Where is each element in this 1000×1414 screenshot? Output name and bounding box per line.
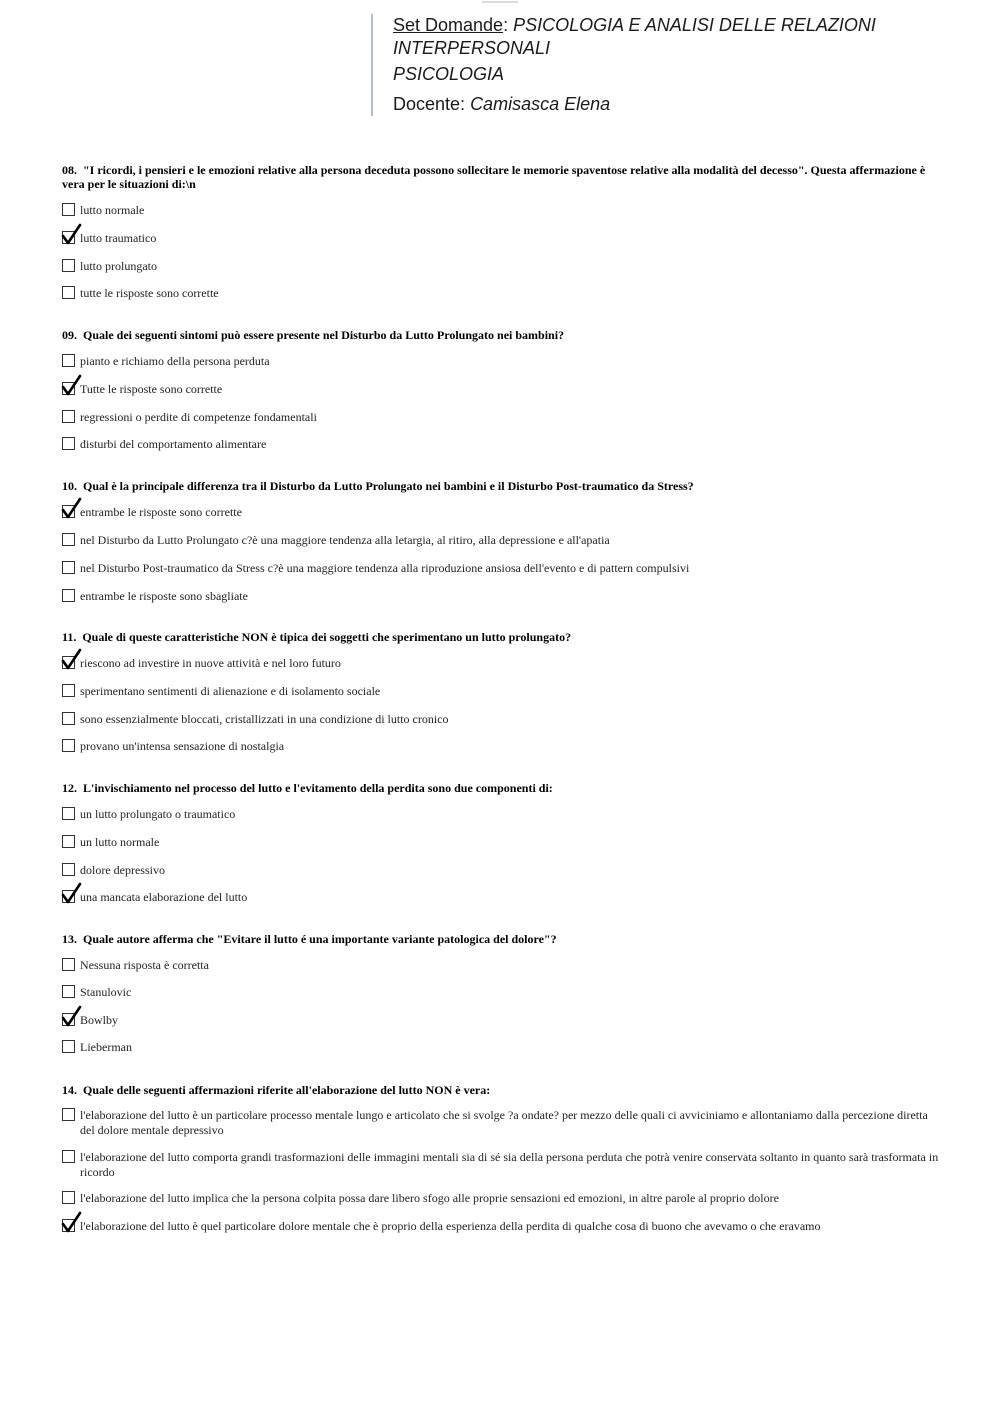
option-text: Bowlby	[80, 1013, 119, 1027]
option-text: un lutto normale	[80, 835, 160, 849]
option-text: Nessuna risposta è corretta	[80, 958, 209, 972]
option-text: entrambe le risposte sono corrette	[80, 505, 242, 519]
top-mark	[482, 1, 518, 3]
option-text: nel Disturbo Post-traumatico da Stress c?è una maggiore tendenza alla riproduzione ansiosa dell'evento e di pattern compulsivi	[80, 561, 690, 575]
answer-option[interactable]	[62, 259, 157, 274]
question-number: 10.	[62, 479, 77, 493]
checkbox[interactable]	[62, 354, 75, 367]
question-number: 11.	[62, 630, 77, 644]
answer-option[interactable]	[62, 890, 247, 905]
question-text: Qual è la principale differenza tra il Disturbo da Lutto Prolungato nei bambini e il Disturbo Post-traumatico da Stress?	[83, 479, 694, 493]
question-10	[62, 479, 932, 603]
question-title	[62, 932, 932, 946]
checkbox[interactable]	[62, 1191, 75, 1204]
checkbox[interactable]	[62, 958, 75, 971]
answer-option[interactable]	[62, 985, 131, 1000]
checkbox[interactable]	[62, 561, 75, 574]
set-title-line2: INTERPERSONALI	[393, 38, 551, 58]
answer-option[interactable]	[62, 1219, 940, 1234]
option-text: tutte le risposte sono corrette	[80, 286, 219, 300]
option-text: l'elaborazione del lutto implica che la persona colpita possa dare libero sfogo alle proprie sensazioni ed emozioni, in altre parole al proprio dolore	[80, 1191, 779, 1205]
checkbox[interactable]	[62, 203, 75, 216]
checkbox[interactable]	[62, 739, 75, 752]
checkbox[interactable]	[62, 1108, 75, 1121]
option-text: l'elaborazione del lutto è quel particolare dolore mentale che è proprio della esperienza della perdita di qualche cosa di buono che avevamo o che eravamo	[80, 1219, 821, 1233]
option-text: pianto e richiamo della persona perduta	[80, 354, 270, 368]
question-number: 13.	[62, 932, 77, 946]
checkbox[interactable]	[62, 286, 75, 299]
option-text: lutto traumatico	[80, 231, 157, 245]
answer-option[interactable]	[62, 1150, 940, 1180]
option-text: sperimentano sentimenti di alienazione e di isolamento sociale	[80, 684, 381, 698]
checkmark-icon	[61, 498, 83, 520]
docente-name: Camisasca Elena	[470, 94, 611, 114]
answer-option[interactable]	[62, 203, 144, 218]
question-number: 14.	[62, 1083, 77, 1097]
question-09	[62, 328, 932, 451]
question-title	[62, 328, 932, 342]
question-number: 08.	[62, 163, 77, 177]
option-text: dolore depressivo	[80, 863, 165, 877]
subject: PSICOLOGIA	[393, 64, 505, 84]
checkbox[interactable]	[62, 863, 75, 876]
option-text: entrambe le risposte sono sbagliate	[80, 589, 248, 603]
answer-option[interactable]	[62, 1040, 132, 1055]
checkmark-icon	[61, 1212, 83, 1234]
option-text: regressioni o perdite di competenze fondamentali	[80, 410, 317, 424]
checkbox[interactable]	[62, 533, 75, 546]
option-text: un lutto prolungato o traumatico	[80, 807, 236, 821]
answer-option[interactable]	[62, 505, 242, 520]
question-title	[62, 163, 932, 191]
checkbox[interactable]	[62, 985, 75, 998]
answer-option[interactable]	[62, 1013, 118, 1028]
question-12	[62, 781, 932, 904]
checkbox[interactable]	[62, 259, 75, 272]
question-title	[62, 479, 932, 493]
set-colon: :	[503, 15, 509, 35]
question-text: Quale dei seguenti sintomi può essere presente nel Disturbo da Lutto Prolungato nei bambini?	[83, 328, 565, 342]
answer-option[interactable]	[62, 807, 235, 822]
answer-option[interactable]	[62, 354, 270, 369]
answer-option[interactable]	[62, 437, 266, 452]
checkbox[interactable]	[62, 835, 75, 848]
answer-option[interactable]	[62, 561, 689, 576]
option-text: disturbi del comportamento alimentare	[80, 437, 267, 451]
question-text: Quale autore afferma che "Evitare il lutto é una importante variante patologica del dolore"?	[83, 932, 557, 946]
option-text: una mancata elaborazione del lutto	[80, 890, 248, 904]
answer-option[interactable]	[62, 533, 610, 548]
checkmark-icon	[61, 649, 83, 671]
answer-option[interactable]	[62, 958, 209, 973]
answer-option[interactable]	[62, 589, 248, 604]
option-text: lutto prolungato	[80, 259, 157, 273]
checkmark-icon	[61, 375, 83, 397]
option-text: provano un'intensa sensazione di nostalgia	[80, 739, 285, 753]
answer-option[interactable]	[62, 382, 222, 397]
set-label: Set Domande	[393, 15, 504, 35]
option-text: riescono ad investire in nuove attività e nel loro futuro	[80, 656, 341, 670]
answer-option[interactable]	[62, 739, 284, 754]
checkbox[interactable]	[62, 807, 75, 820]
answer-option[interactable]	[62, 863, 165, 878]
question-11	[62, 630, 932, 753]
question-text: Quale di queste caratteristiche NON è tipica dei soggetti che sperimentano un lutto prolungato?	[82, 630, 572, 644]
checkbox[interactable]	[62, 684, 75, 697]
checkbox[interactable]	[62, 1150, 75, 1163]
checkbox[interactable]	[62, 589, 75, 602]
answer-option[interactable]	[62, 410, 317, 425]
question-text: L'invischiamento nel processo del lutto e l'evitamento della perdita sono due componenti di:	[83, 781, 553, 795]
question-13	[62, 932, 932, 1054]
checkmark-icon	[61, 883, 83, 905]
checkbox[interactable]	[62, 712, 75, 725]
question-title	[62, 630, 932, 644]
answer-option[interactable]	[62, 231, 156, 246]
answer-option[interactable]	[62, 1108, 940, 1138]
docente-line	[393, 93, 953, 116]
document-header	[371, 14, 953, 116]
question-text: Quale delle seguenti affermazioni riferite all'elaborazione del lutto NON è vera:	[83, 1083, 491, 1097]
question-title	[62, 781, 932, 795]
option-text: Stanulovic	[80, 985, 132, 999]
question-08	[62, 163, 932, 300]
option-text: lutto normale	[80, 203, 145, 217]
checkbox[interactable]	[62, 410, 75, 423]
answer-option[interactable]	[62, 835, 159, 850]
answer-option[interactable]	[62, 712, 449, 727]
question-number: 09.	[62, 328, 77, 342]
set-title-line	[393, 14, 953, 37]
answer-option[interactable]	[62, 286, 219, 301]
question-text: "I ricordi, i pensieri e le emozioni relative alla persona deceduta possono sollecitare le memorie spaventose relative alla modalità del decesso". Questa affermazione è vera per le situazioni di:\n	[62, 163, 926, 191]
option-text: nel Disturbo da Lutto Prolungato c?è una maggiore tendenza alla letargia, al ritiro, alla depressione e all'apatia	[80, 533, 610, 547]
checkbox[interactable]	[62, 1040, 75, 1053]
question-title	[62, 1083, 932, 1097]
option-text: sono essenzialmente bloccati, cristallizzati in una condizione di lutto cronico	[80, 712, 449, 726]
option-text: Tutte le risposte sono corrette	[80, 382, 223, 396]
answer-option[interactable]	[62, 656, 341, 671]
option-text: Lieberman	[80, 1040, 132, 1054]
answer-option[interactable]	[62, 1191, 940, 1206]
answer-option[interactable]	[62, 684, 380, 699]
docente-label: Docente:	[393, 94, 466, 114]
option-text: l'elaborazione del lutto è un particolare processo mentale lungo e articolato che si svolge ?a ondate? per mezzo delle quali ci avviciniamo e allontaniamo dalla percezione diretta del dolore mentale depressivo	[80, 1108, 928, 1137]
checkbox[interactable]	[62, 437, 75, 450]
question-14	[62, 1083, 939, 1233]
question-number: 12.	[62, 781, 77, 795]
checkmark-icon	[61, 1006, 83, 1028]
checkmark-icon	[61, 224, 83, 246]
option-text: l'elaborazione del lutto comporta grandi trasformazioni delle immagini mentali sia di sé sia della persona perduta che potrà venire conservata soltanto in quanto sarà trasformata in ricordo	[80, 1150, 939, 1179]
set-title-line1: PSICOLOGIA E ANALISI DELLE RELAZIONI	[513, 15, 876, 35]
